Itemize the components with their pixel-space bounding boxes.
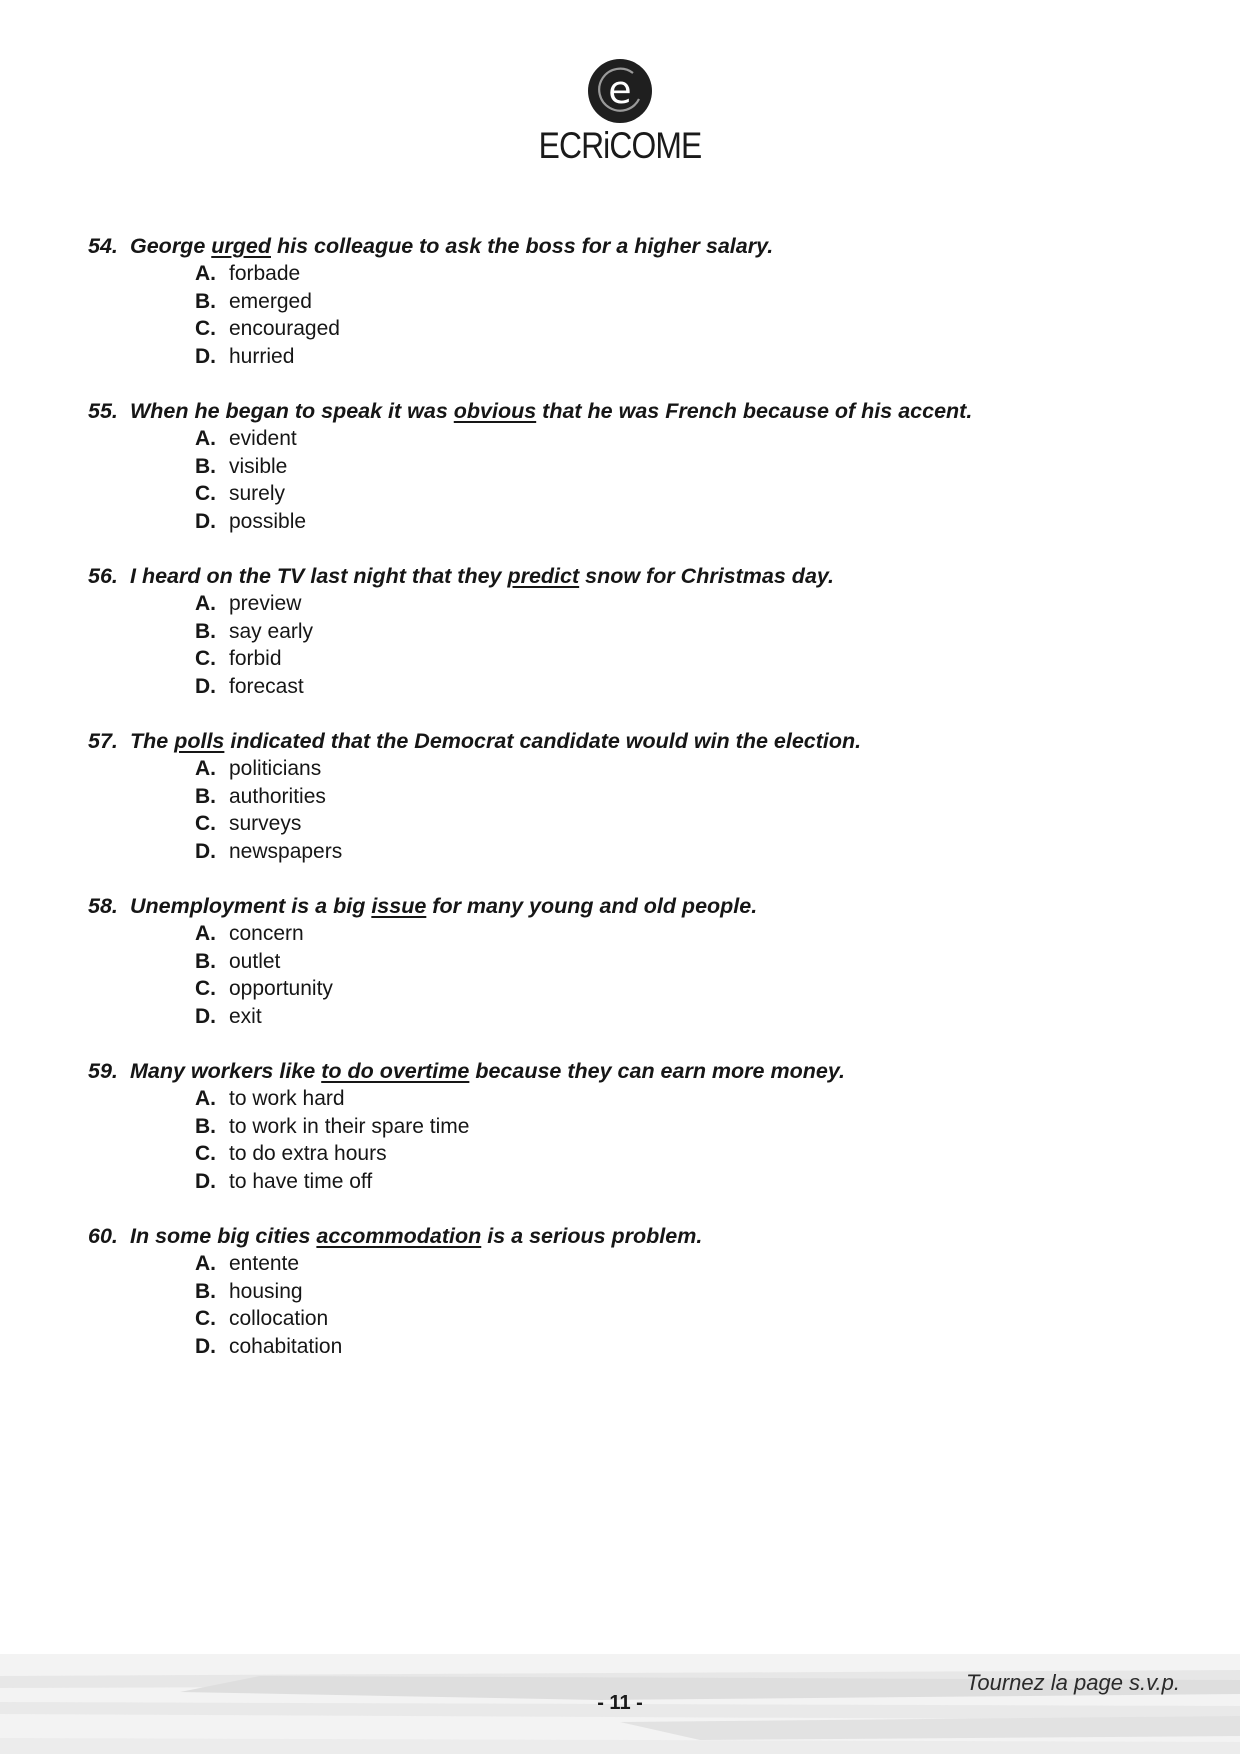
underlined-word: obvious: [453, 399, 537, 423]
option-d[interactable]: D. to have time off: [195, 1169, 373, 1193]
option-d[interactable]: D. cohabitation: [195, 1334, 343, 1358]
question-56: [88, 562, 1188, 727]
question-number: 55.: [88, 399, 118, 423]
question-stem: 60. In some big cities accommodation is a serious problem.: [88, 1224, 703, 1248]
underlined-word: polls: [174, 729, 225, 753]
option-c[interactable]: C. opportunity: [195, 977, 333, 1000]
option-d[interactable]: D. hurried: [195, 344, 295, 368]
option-d[interactable]: D. exit: [195, 1004, 262, 1028]
question-59: [88, 1057, 1188, 1222]
question-number: 54.: [88, 234, 118, 258]
option-c[interactable]: C. surely: [195, 482, 286, 505]
option-d[interactable]: D. newspapers: [195, 839, 343, 863]
ecricome-e-icon: [587, 58, 653, 124]
option-d[interactable]: D. forecast: [195, 674, 304, 698]
option-c[interactable]: C. collocation: [195, 1307, 329, 1330]
option-a[interactable]: A. entente: [195, 1252, 300, 1275]
answer-options: [88, 920, 1188, 1030]
question-60: [88, 1222, 1188, 1387]
question-54: [88, 232, 1188, 397]
option-c[interactable]: C. to do extra hours: [195, 1142, 387, 1165]
answer-options: [88, 260, 1188, 370]
underlined-word: predict: [507, 564, 580, 588]
answer-options: [88, 755, 1188, 865]
option-a[interactable]: A. to work hard: [195, 1087, 345, 1110]
underlined-word: urged: [211, 234, 271, 258]
question-stem: 57. The polls indicated that the Democrat candidate would win the election.: [88, 729, 862, 753]
option-b[interactable]: B. to work in their spare time: [195, 1114, 470, 1138]
question-number: 60.: [88, 1224, 118, 1248]
option-c[interactable]: C. surveys: [195, 812, 302, 835]
option-d[interactable]: D. possible: [195, 509, 307, 533]
question-list: [88, 232, 1188, 1387]
underlined-word: issue: [371, 894, 427, 918]
answer-options: [88, 425, 1188, 535]
question-number: 59.: [88, 1059, 118, 1083]
underlined-word: accommodation: [316, 1224, 482, 1248]
option-c[interactable]: C. encouraged: [195, 317, 340, 340]
question-55: [88, 397, 1188, 562]
svg-text:e: e: [608, 68, 632, 112]
logo-wordmark: ECRiCOME: [538, 125, 702, 166]
option-a[interactable]: A. concern: [195, 922, 304, 945]
option-a[interactable]: A. evident: [195, 427, 297, 450]
question-stem: 59. Many workers like to do overtime because they can earn more money.: [88, 1059, 845, 1083]
answer-options: [88, 590, 1188, 700]
option-b[interactable]: B. say early: [195, 619, 314, 643]
turn-page-note: Tournez la page s.v.p.: [965, 1670, 1180, 1695]
option-a[interactable]: A. preview: [195, 592, 302, 615]
question-57: [88, 727, 1188, 892]
question-58: [88, 892, 1188, 1057]
question-number: 56.: [88, 564, 118, 588]
question-number: 57.: [88, 729, 118, 753]
ecricome-logo: [0, 58, 1240, 166]
option-b[interactable]: B. outlet: [195, 949, 281, 973]
option-a[interactable]: A. forbade: [195, 262, 301, 285]
option-b[interactable]: B. authorities: [195, 784, 326, 808]
question-number: 58.: [88, 894, 118, 918]
underlined-word: to do overtime: [321, 1059, 470, 1083]
answer-options: [88, 1250, 1188, 1360]
question-stem: 58. Unemployment is a big issue for many young and old people.: [88, 894, 758, 918]
option-b[interactable]: B. housing: [195, 1279, 303, 1303]
option-b[interactable]: B. emerged: [195, 289, 312, 313]
answer-options: [88, 1085, 1188, 1195]
question-stem: 55. When he began to speak it was obvious that he was French because of his accent.: [88, 399, 973, 423]
option-b[interactable]: B. visible: [195, 454, 288, 478]
option-c[interactable]: C. forbid: [195, 647, 282, 670]
question-stem: 56. I heard on the TV last night that they predict snow for Christmas day.: [88, 564, 835, 588]
option-a[interactable]: A. politicians: [195, 757, 322, 780]
question-stem: 54. George urged his colleague to ask the boss for a higher salary.: [88, 234, 774, 258]
page-footer: [0, 1654, 1240, 1754]
page-number: - 11 -: [597, 1692, 643, 1714]
